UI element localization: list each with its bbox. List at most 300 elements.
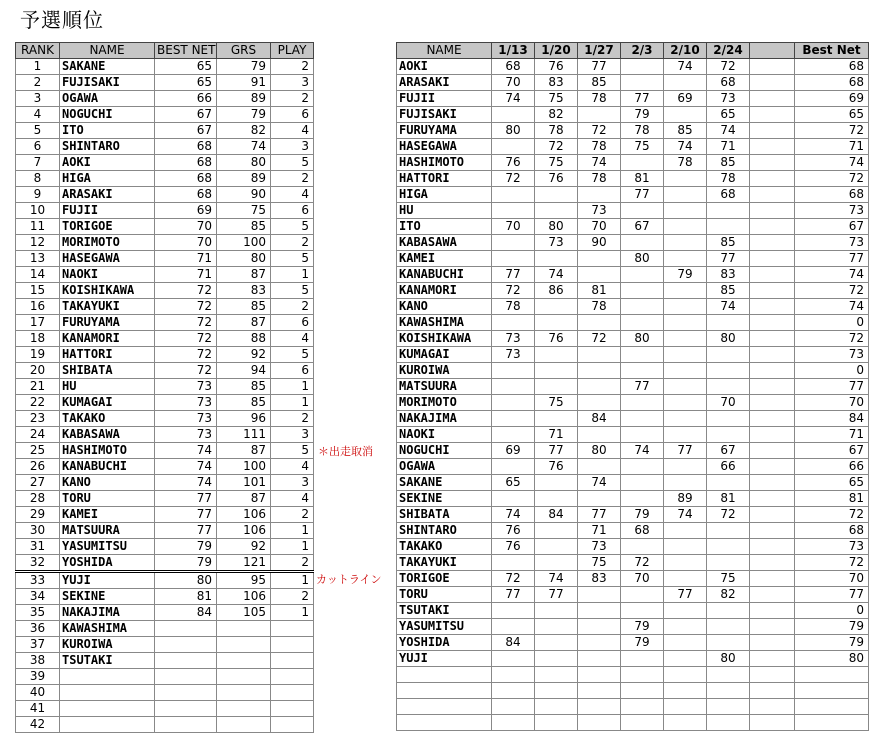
score-cell xyxy=(578,603,621,619)
score-cell xyxy=(664,635,707,651)
score-cell xyxy=(621,715,664,731)
rank-cell: KABASAWA xyxy=(60,427,155,443)
score-cell xyxy=(750,331,795,347)
rank-cell: 6 xyxy=(16,139,60,155)
rank-cell: 73 xyxy=(155,395,217,411)
score-cell: FUJISAKI xyxy=(397,107,492,123)
score-cell: YOSHIDA xyxy=(397,635,492,651)
score-cell: HIGA xyxy=(397,187,492,203)
score-cell xyxy=(535,203,578,219)
score-cell: 69 xyxy=(492,443,535,459)
rank-cell: 5 xyxy=(271,443,314,459)
score-header-cell: 2/10 xyxy=(664,43,707,59)
rank-cell xyxy=(217,717,271,733)
score-cell: 79 xyxy=(795,619,869,635)
rank-row xyxy=(16,637,314,653)
score-cell xyxy=(750,507,795,523)
score-row xyxy=(397,155,869,171)
rank-cell: ARASAKI xyxy=(60,187,155,203)
rank-cell: 23 xyxy=(16,411,60,427)
score-cell: KAWASHIMA xyxy=(397,315,492,331)
score-cell: 79 xyxy=(795,635,869,651)
score-cell: 80 xyxy=(707,331,750,347)
score-cell xyxy=(664,395,707,411)
score-cell xyxy=(492,315,535,331)
score-cell xyxy=(750,571,795,587)
score-row xyxy=(397,651,869,667)
score-cell xyxy=(621,427,664,443)
score-row xyxy=(397,635,869,651)
rank-cell: 68 xyxy=(155,139,217,155)
score-cell xyxy=(750,491,795,507)
rank-cell: 4 xyxy=(271,331,314,347)
score-cell xyxy=(621,315,664,331)
rank-cell: 95 xyxy=(217,572,271,589)
score-cell xyxy=(707,555,750,571)
rank-cell: 73 xyxy=(155,427,217,443)
score-cell: 73 xyxy=(535,235,578,251)
score-cell xyxy=(795,667,869,683)
rank-cell: 11 xyxy=(16,219,60,235)
rank-cell: KUROIWA xyxy=(60,637,155,653)
rank-row xyxy=(16,251,314,267)
rank-cell: 70 xyxy=(155,219,217,235)
rank-cell: 70 xyxy=(155,235,217,251)
score-cell xyxy=(492,139,535,155)
score-cell: MORIMOTO xyxy=(397,395,492,411)
score-cell xyxy=(707,603,750,619)
rank-cell: 9 xyxy=(16,187,60,203)
score-cell xyxy=(621,59,664,75)
score-cell xyxy=(578,651,621,667)
score-cell: 78 xyxy=(535,123,578,139)
score-cell: HATTORI xyxy=(397,171,492,187)
rank-cell: 3 xyxy=(271,75,314,91)
score-cell xyxy=(578,491,621,507)
rank-cell xyxy=(271,621,314,637)
rank-cell: TAKAYUKI xyxy=(60,299,155,315)
score-cell: 73 xyxy=(707,91,750,107)
rank-cell: 101 xyxy=(217,475,271,491)
score-cell xyxy=(750,347,795,363)
rank-cell: 81 xyxy=(155,589,217,605)
score-cell xyxy=(397,699,492,715)
score-cell xyxy=(621,411,664,427)
score-cell: 77 xyxy=(795,379,869,395)
score-cell: 80 xyxy=(795,651,869,667)
score-cell: TAKAYUKI xyxy=(397,555,492,571)
score-cell: 72 xyxy=(535,139,578,155)
rank-cell: 2 xyxy=(271,171,314,187)
rank-header-cell: NAME xyxy=(60,43,155,59)
rank-cell: 72 xyxy=(155,315,217,331)
rank-cell: FUJISAKI xyxy=(60,75,155,91)
score-cell: 73 xyxy=(795,203,869,219)
rank-cell: SEKINE xyxy=(60,589,155,605)
score-cell xyxy=(621,155,664,171)
score-row xyxy=(397,75,869,91)
score-cell: 68 xyxy=(707,75,750,91)
score-cell xyxy=(664,219,707,235)
score-cell: 73 xyxy=(795,539,869,555)
score-cell xyxy=(535,379,578,395)
score-cell xyxy=(492,203,535,219)
rank-cell: 74 xyxy=(217,139,271,155)
rank-cell: KAWASHIMA xyxy=(60,621,155,637)
score-cell: 75 xyxy=(578,555,621,571)
score-cell: 70 xyxy=(795,571,869,587)
score-table xyxy=(396,42,869,731)
score-cell: 79 xyxy=(621,507,664,523)
score-cell xyxy=(664,331,707,347)
rank-cell: 90 xyxy=(217,187,271,203)
rank-cell: YOSHIDA xyxy=(60,555,155,572)
score-cell: 81 xyxy=(578,283,621,299)
score-row xyxy=(397,347,869,363)
score-cell: 84 xyxy=(795,411,869,427)
score-cell xyxy=(621,75,664,91)
score-cell: 90 xyxy=(578,235,621,251)
score-cell xyxy=(664,571,707,587)
score-cell: 65 xyxy=(492,475,535,491)
rank-cell: 1 xyxy=(271,379,314,395)
rank-cell: 4 xyxy=(16,107,60,123)
rank-cell: 1 xyxy=(16,59,60,75)
score-cell: NOGUCHI xyxy=(397,443,492,459)
score-cell: TSUTAKI xyxy=(397,603,492,619)
rank-cell: 3 xyxy=(16,91,60,107)
score-cell xyxy=(750,475,795,491)
score-cell xyxy=(664,715,707,731)
rank-cell xyxy=(217,653,271,669)
score-cell xyxy=(535,619,578,635)
score-cell: 79 xyxy=(621,107,664,123)
rank-cell: 18 xyxy=(16,331,60,347)
score-cell xyxy=(664,411,707,427)
score-cell xyxy=(535,523,578,539)
rank-cell xyxy=(155,701,217,717)
rank-cell: SHIBATA xyxy=(60,363,155,379)
score-cell xyxy=(492,107,535,123)
score-cell xyxy=(621,603,664,619)
rank-row xyxy=(16,363,314,379)
rank-cell xyxy=(217,621,271,637)
score-cell: TORU xyxy=(397,587,492,603)
score-cell xyxy=(750,539,795,555)
score-cell xyxy=(492,491,535,507)
score-cell xyxy=(750,635,795,651)
rank-cell: 77 xyxy=(155,507,217,523)
rank-cell: TAKAKO xyxy=(60,411,155,427)
rank-cell: 38 xyxy=(16,653,60,669)
score-cell: 78 xyxy=(578,299,621,315)
rank-cell: TORIGOE xyxy=(60,219,155,235)
score-cell xyxy=(707,315,750,331)
score-row xyxy=(397,315,869,331)
score-row xyxy=(397,715,869,731)
score-cell: 85 xyxy=(664,123,707,139)
rank-cell: 100 xyxy=(217,459,271,475)
rank-cell: 6 xyxy=(271,363,314,379)
rank-cell: 8 xyxy=(16,171,60,187)
score-cell: 75 xyxy=(621,139,664,155)
score-cell xyxy=(621,459,664,475)
score-cell xyxy=(750,715,795,731)
score-cell xyxy=(492,555,535,571)
score-cell xyxy=(750,667,795,683)
rank-row xyxy=(16,219,314,235)
rank-row xyxy=(16,539,314,555)
score-cell: 66 xyxy=(707,459,750,475)
rank-row xyxy=(16,589,314,605)
score-cell xyxy=(492,187,535,203)
score-cell xyxy=(535,363,578,379)
score-cell: 76 xyxy=(535,331,578,347)
score-cell xyxy=(535,347,578,363)
rank-cell: 5 xyxy=(271,251,314,267)
rank-cell: 22 xyxy=(16,395,60,411)
score-cell xyxy=(397,715,492,731)
score-cell: 79 xyxy=(664,267,707,283)
rank-cell: 6 xyxy=(271,107,314,123)
rank-row xyxy=(16,685,314,701)
score-cell xyxy=(578,683,621,699)
rank-row xyxy=(16,555,314,572)
score-cell: 72 xyxy=(707,59,750,75)
rank-row xyxy=(16,605,314,621)
rank-cell xyxy=(60,701,155,717)
score-cell xyxy=(664,75,707,91)
score-cell: 68 xyxy=(795,523,869,539)
score-cell: 67 xyxy=(795,443,869,459)
score-cell xyxy=(795,715,869,731)
rank-cell: 100 xyxy=(217,235,271,251)
score-cell xyxy=(707,427,750,443)
rank-cell: 85 xyxy=(217,395,271,411)
score-cell xyxy=(535,683,578,699)
score-cell: 80 xyxy=(578,443,621,459)
score-cell: 72 xyxy=(578,331,621,347)
score-cell: 76 xyxy=(492,155,535,171)
rank-cell: 34 xyxy=(16,589,60,605)
score-cell xyxy=(535,635,578,651)
score-cell xyxy=(750,587,795,603)
score-cell: FUJII xyxy=(397,91,492,107)
score-cell: 73 xyxy=(578,203,621,219)
rank-row xyxy=(16,443,314,459)
score-cell: 78 xyxy=(578,139,621,155)
rank-cell xyxy=(155,717,217,733)
score-cell: 76 xyxy=(535,459,578,475)
rank-cell: 2 xyxy=(271,555,314,572)
rank-cell: 88 xyxy=(217,331,271,347)
rank-cell: HASEGAWA xyxy=(60,251,155,267)
rank-cell: 87 xyxy=(217,443,271,459)
score-cell: SHINTARO xyxy=(397,523,492,539)
score-cell xyxy=(750,283,795,299)
score-cell: 75 xyxy=(535,91,578,107)
score-cell xyxy=(621,363,664,379)
rank-cell: 91 xyxy=(217,75,271,91)
rank-cell: 106 xyxy=(217,589,271,605)
rank-row xyxy=(16,572,314,589)
rank-cell: FURUYAMA xyxy=(60,315,155,331)
score-row xyxy=(397,171,869,187)
score-cell xyxy=(664,283,707,299)
rank-cell: 68 xyxy=(155,171,217,187)
score-cell: 75 xyxy=(707,571,750,587)
score-row xyxy=(397,91,869,107)
score-cell: 73 xyxy=(578,539,621,555)
score-cell: 72 xyxy=(795,283,869,299)
rank-row xyxy=(16,621,314,637)
rank-row xyxy=(16,203,314,219)
rank-row xyxy=(16,187,314,203)
rank-cell: 68 xyxy=(155,155,217,171)
rank-cell xyxy=(271,717,314,733)
score-row xyxy=(397,187,869,203)
score-cell xyxy=(492,235,535,251)
rank-cell: 21 xyxy=(16,379,60,395)
score-cell: TAKAKO xyxy=(397,539,492,555)
score-cell: 72 xyxy=(578,123,621,139)
score-cell xyxy=(707,715,750,731)
score-cell xyxy=(578,459,621,475)
rank-cell: KOISHIKAWA xyxy=(60,283,155,299)
score-row xyxy=(397,203,869,219)
score-cell xyxy=(492,379,535,395)
score-cell: 78 xyxy=(707,171,750,187)
score-cell: 68 xyxy=(795,187,869,203)
rank-cell: ITO xyxy=(60,123,155,139)
score-cell: 70 xyxy=(795,395,869,411)
score-cell: 72 xyxy=(492,171,535,187)
score-cell: 78 xyxy=(578,171,621,187)
rank-cell: 121 xyxy=(217,555,271,572)
score-cell xyxy=(535,715,578,731)
score-cell: 85 xyxy=(707,235,750,251)
score-row xyxy=(397,427,869,443)
rank-row xyxy=(16,701,314,717)
rank-cell xyxy=(155,685,217,701)
rank-cell: KANO xyxy=(60,475,155,491)
score-row xyxy=(397,619,869,635)
score-row xyxy=(397,507,869,523)
rank-cell: MATSUURA xyxy=(60,523,155,539)
score-cell xyxy=(578,347,621,363)
score-cell: 65 xyxy=(707,107,750,123)
rank-cell: YASUMITSU xyxy=(60,539,155,555)
rank-cell: 83 xyxy=(217,283,271,299)
rank-cell: 6 xyxy=(271,315,314,331)
score-cell xyxy=(750,267,795,283)
rank-cell: 69 xyxy=(155,203,217,219)
score-cell: 77 xyxy=(664,587,707,603)
rank-cell: 2 xyxy=(271,59,314,75)
rank-cell: 80 xyxy=(155,572,217,589)
score-cell: 74 xyxy=(492,507,535,523)
score-cell: 89 xyxy=(664,491,707,507)
rank-cell: 85 xyxy=(217,219,271,235)
rank-cell: 41 xyxy=(16,701,60,717)
page-title: 予選順位 xyxy=(20,8,104,32)
rank-cell: 73 xyxy=(155,411,217,427)
rank-cell: 3 xyxy=(271,427,314,443)
score-cell: 72 xyxy=(492,283,535,299)
score-cell xyxy=(621,203,664,219)
score-cell: NAKAJIMA xyxy=(397,411,492,427)
rank-cell: 2 xyxy=(271,235,314,251)
score-cell: NAOKI xyxy=(397,427,492,443)
score-row xyxy=(397,219,869,235)
rank-table-header xyxy=(16,43,314,59)
rank-cell: HASHIMOTO xyxy=(60,443,155,459)
score-cell: 78 xyxy=(664,155,707,171)
score-cell xyxy=(578,427,621,443)
score-cell: KAMEI xyxy=(397,251,492,267)
rank-cell: 72 xyxy=(155,363,217,379)
score-cell: 74 xyxy=(664,59,707,75)
rank-cell: 79 xyxy=(217,107,271,123)
score-cell: 72 xyxy=(795,123,869,139)
score-cell: TORIGOE xyxy=(397,571,492,587)
rank-cell: 79 xyxy=(217,59,271,75)
rank-table xyxy=(15,42,314,733)
rank-row xyxy=(16,155,314,171)
score-cell: 74 xyxy=(664,139,707,155)
rank-cell xyxy=(271,637,314,653)
rank-cell: 67 xyxy=(155,123,217,139)
score-cell xyxy=(578,379,621,395)
score-row xyxy=(397,683,869,699)
score-cell: 74 xyxy=(707,299,750,315)
score-cell xyxy=(750,123,795,139)
score-cell: KOISHIKAWA xyxy=(397,331,492,347)
rank-cell: 7 xyxy=(16,155,60,171)
score-cell: 74 xyxy=(664,507,707,523)
score-cell xyxy=(664,107,707,123)
rank-cell: 31 xyxy=(16,539,60,555)
score-cell: 77 xyxy=(535,443,578,459)
score-cell: 84 xyxy=(578,411,621,427)
rank-cell: 1 xyxy=(271,395,314,411)
score-cell: 69 xyxy=(795,91,869,107)
score-cell: KANABUCHI xyxy=(397,267,492,283)
score-cell: 75 xyxy=(535,155,578,171)
score-cell: HU xyxy=(397,203,492,219)
score-cell xyxy=(664,603,707,619)
score-cell xyxy=(578,699,621,715)
rank-cell: 111 xyxy=(217,427,271,443)
score-cell: 77 xyxy=(707,251,750,267)
score-cell xyxy=(492,715,535,731)
score-cell: SEKINE xyxy=(397,491,492,507)
score-cell: 68 xyxy=(795,75,869,91)
score-cell: 73 xyxy=(492,331,535,347)
score-cell xyxy=(492,651,535,667)
rank-cell: 65 xyxy=(155,59,217,75)
rank-cell: 74 xyxy=(155,443,217,459)
rank-cell: 72 xyxy=(155,299,217,315)
score-cell xyxy=(707,203,750,219)
rank-header-cell: RANK xyxy=(16,43,60,59)
score-cell xyxy=(664,427,707,443)
score-cell xyxy=(578,619,621,635)
rank-cell: 4 xyxy=(271,491,314,507)
score-cell: 85 xyxy=(707,283,750,299)
score-header-cell: 2/24 xyxy=(707,43,750,59)
rank-cell: 87 xyxy=(217,267,271,283)
